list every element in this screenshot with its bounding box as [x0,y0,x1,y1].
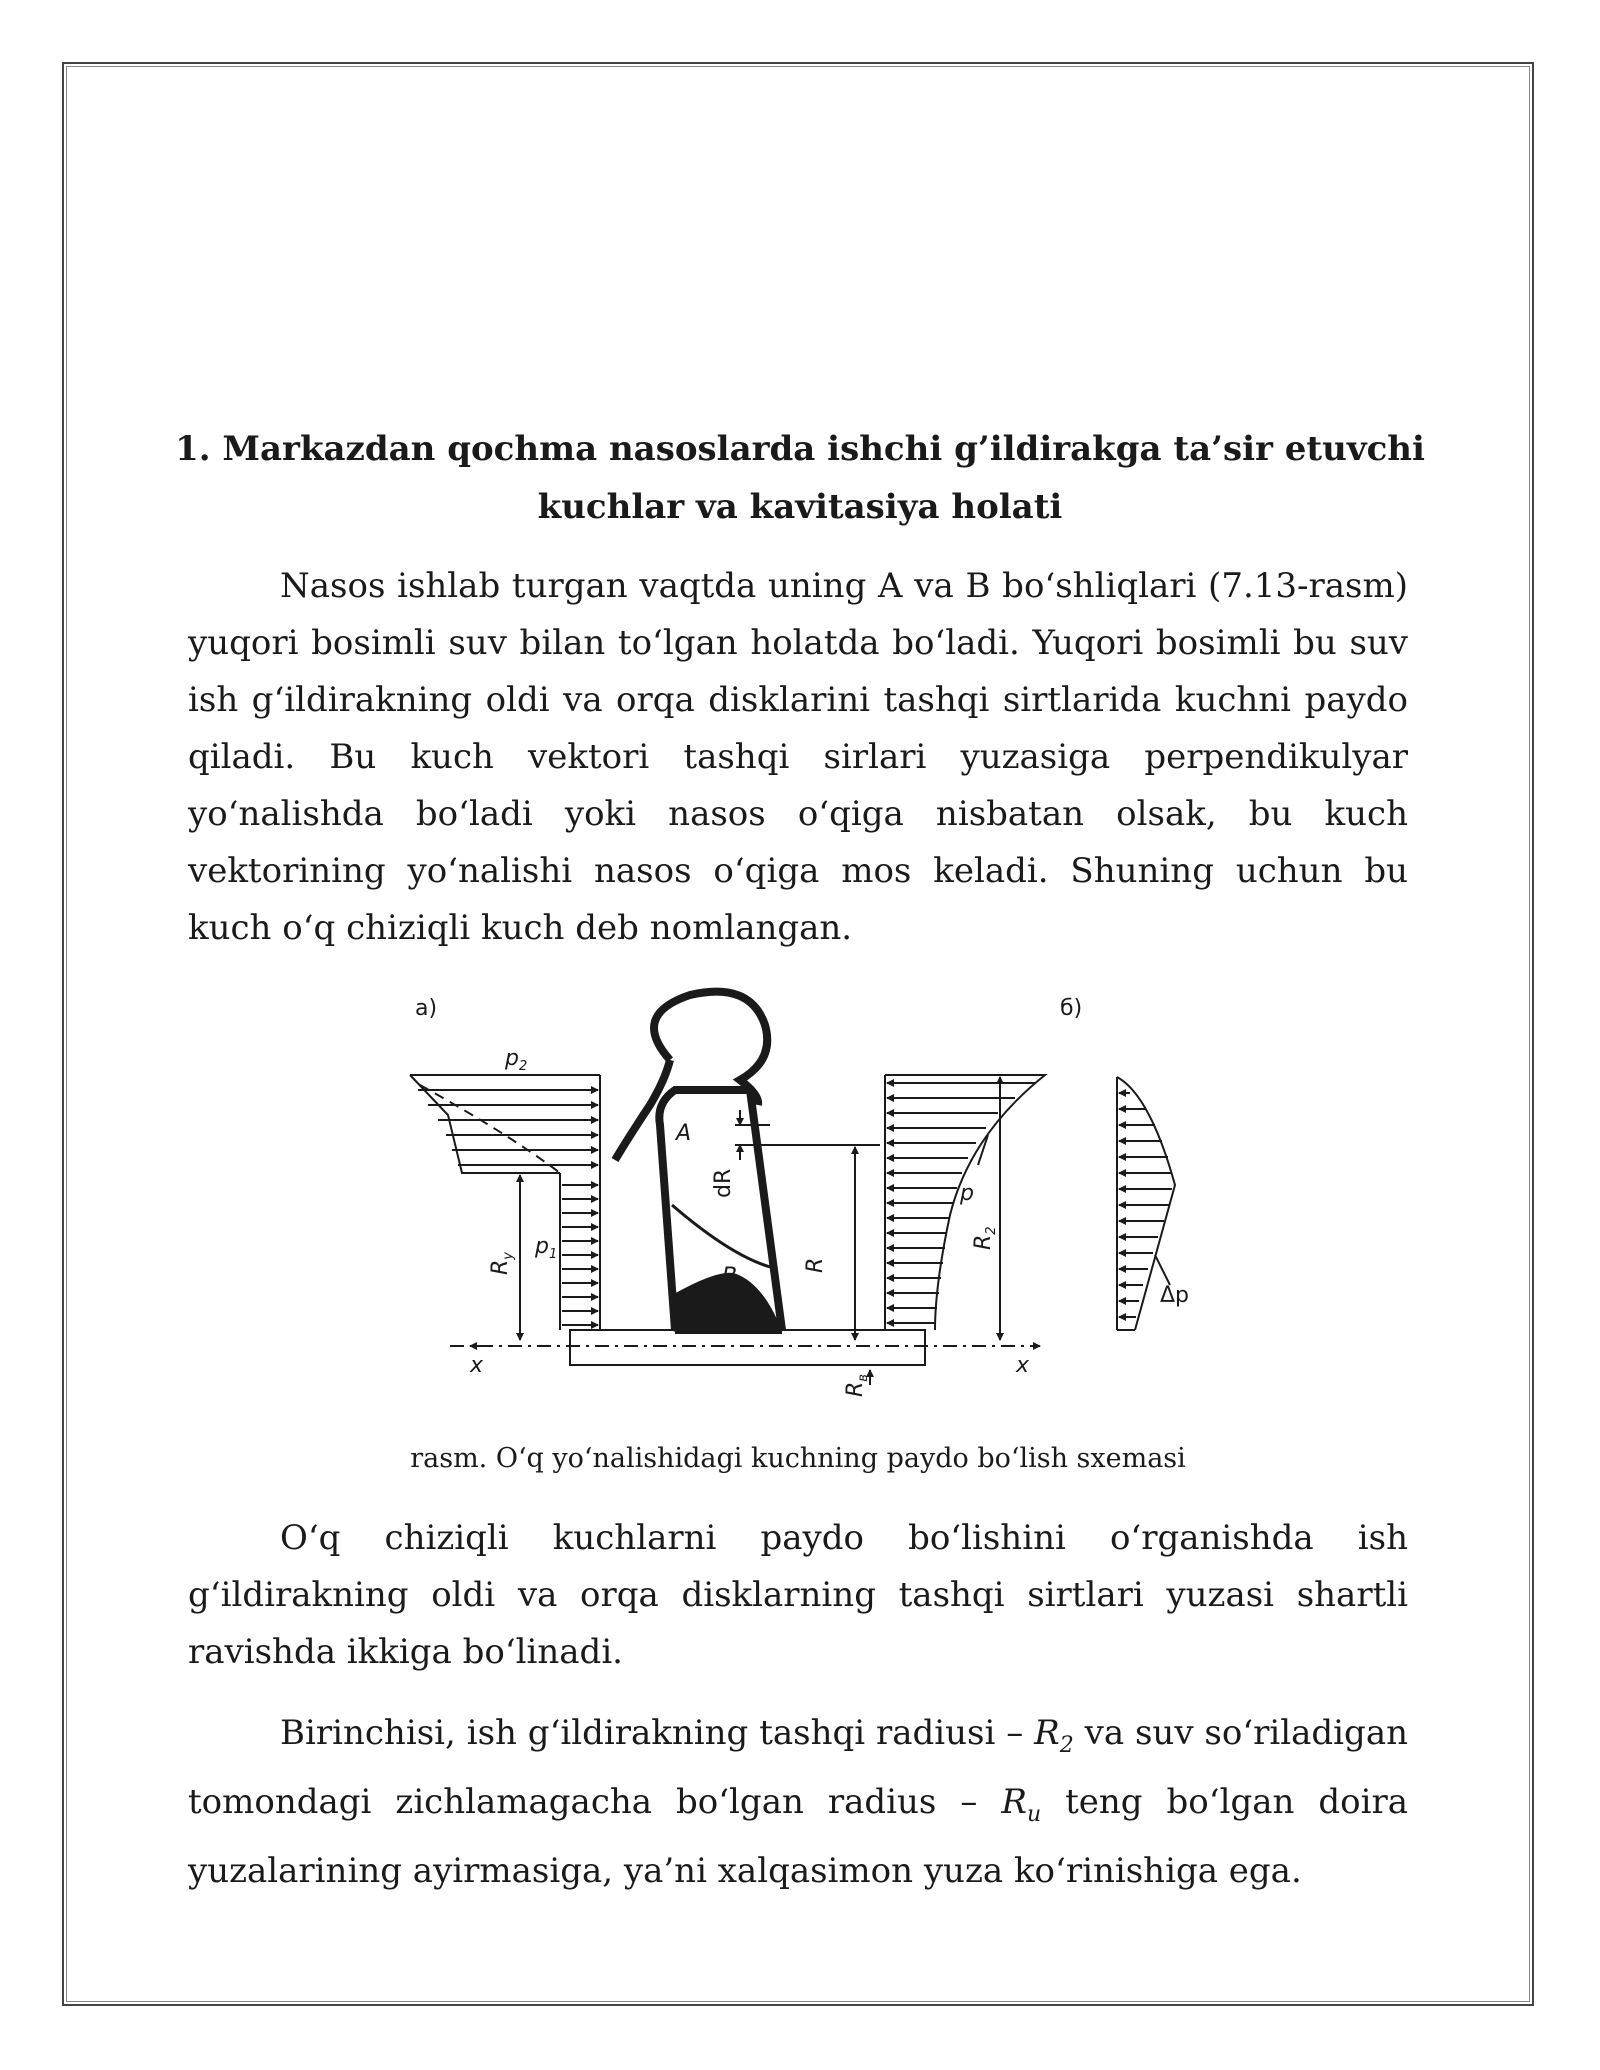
label-B: B [722,1264,738,1289]
paragraph-2 [188,1510,1408,1681]
paragraph-3-text-a: Birinchisi, ish gʻildirakning tashqi radiusi – [280,1713,1035,1753]
figure-axial-force-scheme [390,985,1200,1405]
paragraph-2-text: Oʻq chiziqli kuchlarni paydo boʻlishini oʻrganishda ish gʻildirakning oldi va orqa disklarning tashqi sirtlari yuzasi shartli ravishda ikkiga boʻlinadi. [188,1518,1408,1672]
axial-force-diagram [390,985,1200,1405]
left-upper-arrows [418,1090,598,1165]
label-A: A [676,1121,692,1146]
left-lower-arrows [562,1185,598,1325]
label-x-left: x [470,1353,484,1378]
label-delta-p: Δp [1160,1283,1190,1308]
label-p: p [960,1181,974,1206]
figure-caption: rasm. Oʻq yoʻnalishidagi kuchning paydo boʻlish sxemasi [410,1443,1186,1474]
heading-line-2: kuchlar va kavitasiya holati [537,487,1063,527]
label-R: R [803,1257,828,1273]
paragraph-1-text: Nasos ishlab turgan vaqtda uning A va B boʻshliqlari (7.13-rasm) yuqori bosimli suv bilan toʻlgan holatda boʻladi. Yuqori bosimli bu suv ish gʻildirakning oldi va orqa disklarini tashqi sirtlarida kuchni paydo qiladi. Bu kuch vektori tashqi sirlari yuzasiga perpendikulyar yoʻnalishda boʻladi yoki nasos oʻqiga nisbatan olsak, bu kuch vektorining yoʻnalishi nasos oʻqiga mos keladi. Shuning uchun bu kuch oʻq chiziqli kuch deb nomlangan. [188,566,1408,948]
symbol-Ru: $R_u$ [1001,1781,1042,1827]
paragraph-3-text-c: teng boʻlgan doira yuzalarining ayirmasiga, ya’ni xalqasimon yuza koʻrinishiga ega. [188,1781,1408,1891]
heading-line-1: 1. Markazdan qochma nasoslarda ishchi g’ildirakga ta’sir etuvchi [175,429,1425,469]
figure-label-a: а) [415,996,438,1021]
section-heading [175,420,1425,536]
figure-label-b: б) [1060,996,1083,1021]
label-p1: $p_1$ [535,1234,558,1262]
symbol-R2: $R_2$ [1034,1713,1074,1758]
label-Ry: $R_y$ [488,1252,516,1275]
label-Rb: $R_в$ [843,1374,871,1397]
label-x-right: x [1016,1353,1030,1378]
paragraph-1 [188,558,1408,957]
label-dR: dR [711,1168,736,1198]
paragraph-3-text-b: va suv soʻriladigan tomondagi zichlamagacha boʻlgan radius – [188,1713,1408,1822]
label-R2: $R_2$ [971,1226,999,1250]
label-p2: $p_2$ [505,1046,528,1074]
paragraph-3 [188,1705,1408,1900]
